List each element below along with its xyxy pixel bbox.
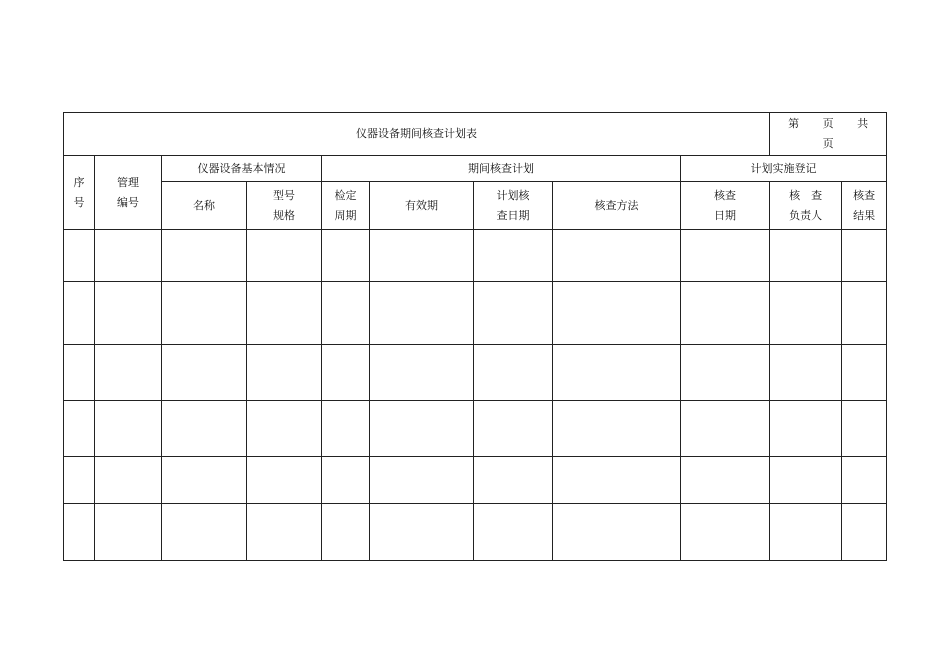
table-cell[interactable] bbox=[474, 401, 553, 457]
header-plan: 期间核查计划 bbox=[322, 156, 681, 182]
header-check-date: 核查 日期 bbox=[681, 182, 770, 230]
table-cell[interactable] bbox=[553, 457, 681, 504]
header-method: 核查方法 bbox=[553, 182, 681, 230]
page-label-gong: 共 bbox=[857, 117, 869, 130]
header-basic-info: 仪器设备基本情况 bbox=[162, 156, 322, 182]
table-cell[interactable] bbox=[370, 282, 474, 345]
table-cell[interactable] bbox=[322, 345, 370, 401]
table-cell[interactable] bbox=[247, 504, 322, 561]
table-cell[interactable] bbox=[681, 401, 770, 457]
table-cell[interactable] bbox=[322, 457, 370, 504]
table-cell[interactable] bbox=[842, 504, 887, 561]
table-cell[interactable] bbox=[247, 230, 322, 282]
page-label-ye-total: 页 bbox=[822, 137, 834, 150]
table-cell[interactable] bbox=[681, 282, 770, 345]
table-cell[interactable] bbox=[770, 230, 842, 282]
table-cell[interactable] bbox=[370, 401, 474, 457]
table-cell[interactable] bbox=[474, 230, 553, 282]
table-cell[interactable] bbox=[247, 401, 322, 457]
table-cell[interactable] bbox=[370, 345, 474, 401]
header-calib-cycle: 检定 周期 bbox=[322, 182, 370, 230]
table-cell[interactable] bbox=[770, 282, 842, 345]
table-cell[interactable] bbox=[474, 282, 553, 345]
table-cell[interactable] bbox=[247, 345, 322, 401]
table-cell[interactable] bbox=[842, 282, 887, 345]
table-cell[interactable] bbox=[681, 457, 770, 504]
table-cell[interactable] bbox=[162, 345, 247, 401]
table-row bbox=[64, 504, 887, 561]
table-cell[interactable] bbox=[95, 401, 162, 457]
table-cell[interactable] bbox=[553, 345, 681, 401]
header-seq: 序 号 bbox=[64, 156, 95, 230]
table-cell[interactable] bbox=[95, 345, 162, 401]
header-mgmt-no: 管理 编号 bbox=[95, 156, 162, 230]
table-cell[interactable] bbox=[681, 230, 770, 282]
header-result: 核查 结果 bbox=[842, 182, 887, 230]
table-cell[interactable] bbox=[370, 230, 474, 282]
table-cell[interactable] bbox=[553, 230, 681, 282]
table-cell[interactable] bbox=[770, 345, 842, 401]
page-info bbox=[770, 113, 887, 156]
table-cell[interactable] bbox=[770, 401, 842, 457]
table-cell[interactable] bbox=[553, 401, 681, 457]
table-cell[interactable] bbox=[370, 504, 474, 561]
table-cell[interactable] bbox=[64, 457, 95, 504]
table-cell[interactable] bbox=[770, 457, 842, 504]
table-cell[interactable] bbox=[370, 457, 474, 504]
table-cell[interactable] bbox=[162, 457, 247, 504]
table-cell[interactable] bbox=[64, 282, 95, 345]
table-cell[interactable] bbox=[770, 504, 842, 561]
table-cell[interactable] bbox=[162, 401, 247, 457]
page-label-di: 第 bbox=[788, 117, 800, 130]
page-label-ye: 页 bbox=[822, 117, 834, 130]
table-cell[interactable] bbox=[64, 504, 95, 561]
table-cell[interactable] bbox=[681, 345, 770, 401]
table-row bbox=[64, 401, 887, 457]
table-cell[interactable] bbox=[322, 504, 370, 561]
table-cell[interactable] bbox=[322, 282, 370, 345]
inspection-plan-table bbox=[63, 112, 887, 561]
table-cell[interactable] bbox=[95, 457, 162, 504]
table-cell[interactable] bbox=[474, 504, 553, 561]
table-cell[interactable] bbox=[95, 230, 162, 282]
header-responsible: 核 查 负责人 bbox=[770, 182, 842, 230]
table-cell[interactable] bbox=[322, 401, 370, 457]
header-validity: 有效期 bbox=[370, 182, 474, 230]
table-cell[interactable] bbox=[474, 345, 553, 401]
table-cell[interactable] bbox=[95, 282, 162, 345]
header-model: 型号 规格 bbox=[247, 182, 322, 230]
table-cell[interactable] bbox=[553, 282, 681, 345]
table-cell[interactable] bbox=[162, 230, 247, 282]
form-title: 仪器设备期间核查计划表 bbox=[64, 113, 770, 156]
table-cell[interactable] bbox=[64, 230, 95, 282]
table-cell[interactable] bbox=[64, 401, 95, 457]
table-cell[interactable] bbox=[474, 457, 553, 504]
table-cell[interactable] bbox=[681, 504, 770, 561]
header-plan-date: 计划核 查日期 bbox=[474, 182, 553, 230]
table-row bbox=[64, 230, 887, 282]
table-cell[interactable] bbox=[842, 230, 887, 282]
header-implementation: 计划实施登记 bbox=[681, 156, 887, 182]
table-row bbox=[64, 457, 887, 504]
table-cell[interactable] bbox=[95, 504, 162, 561]
table-cell[interactable] bbox=[162, 504, 247, 561]
table-row bbox=[64, 282, 887, 345]
table-cell[interactable] bbox=[162, 282, 247, 345]
header-name: 名称 bbox=[162, 182, 247, 230]
table-cell[interactable] bbox=[322, 230, 370, 282]
table-cell[interactable] bbox=[553, 504, 681, 561]
table-cell[interactable] bbox=[247, 282, 322, 345]
table-cell[interactable] bbox=[842, 345, 887, 401]
table-cell[interactable] bbox=[247, 457, 322, 504]
table-cell[interactable] bbox=[64, 345, 95, 401]
table-cell[interactable] bbox=[842, 401, 887, 457]
table-row bbox=[64, 345, 887, 401]
table-cell[interactable] bbox=[842, 457, 887, 504]
